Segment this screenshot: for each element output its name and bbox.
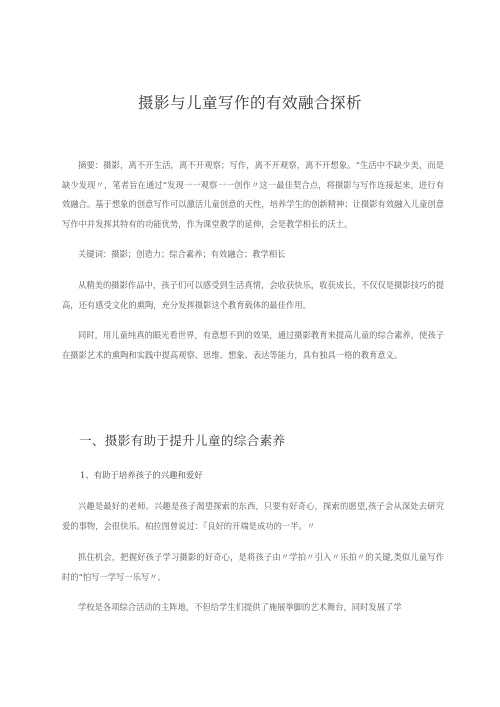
subsection-heading-1: 1、有助于培养孩子的兴趣和爱好 <box>80 470 203 480</box>
body-paragraph-3: 学校是各项综合活动的主阵地，不但给学生们提供了施展拳脚的艺术舞台，同时发展了学 <box>78 602 402 612</box>
body-paragraph-2: 抓住机会，把握好孩子学习摄影的好奇心，是将孩子由〃学拍〃引入〃乐拍〃的关键,类似儿童写作时的“怕写一学写一乐写〃。 <box>62 552 444 582</box>
section-heading-1: 一、摄影有助于提升儿童的综合素养 <box>79 433 286 448</box>
intro-paragraph-1: 从精美的摄影作品中，孩子们可以感受到生活真情，会收获快乐，收获成长，不仅仅是摄影技巧的提高，还有感受文化的熏陶，充分发挥摄影这个教育载体的最佳作用。 <box>62 280 444 310</box>
document-title: 摄影与儿童写作的有效融合探析 <box>137 94 362 112</box>
body-paragraph-1: 兴趣是最好的老师。兴趣是孩子渴望探索的东西，只要有好奇心，探索的愿望,孩子会从深处去研究爱的事物，会很快乐。柏拉图曾说过：『良好的开端是成功的一半。〃 <box>62 501 444 531</box>
keywords-paragraph: 关键词：摄影；创造力；综合素养；有效融合；教学相长 <box>78 249 286 259</box>
abstract-paragraph: 摘要：摄影，离不开生活，离不开观察；写作，离不开观察，离不开想象。“生活中不缺少美，而是缺少发现〃，笔者旨在通过“发现一一观察一一创作〃这一最佳契合点，将摄影与写作连接起来，进行有效融合。基于想象的创意写作可以激活儿童创意的天性，培养学生的创新精神；让摄影有效融入儿童创意写作中并发挥其特有的功能优势，作为课堂教学的延伸，会是教学相长的沃土。 <box>62 160 444 229</box>
intro-paragraph-2: 同时，用儿童纯真的眼光看世界，有意想不到的效果，通过摄影教育来提高儿童的综合素养，使孩子在摄影艺术的熏陶和实践中提高观察、思维、想象、表达等能力，具有独具一格的教育意义。 <box>62 330 444 360</box>
